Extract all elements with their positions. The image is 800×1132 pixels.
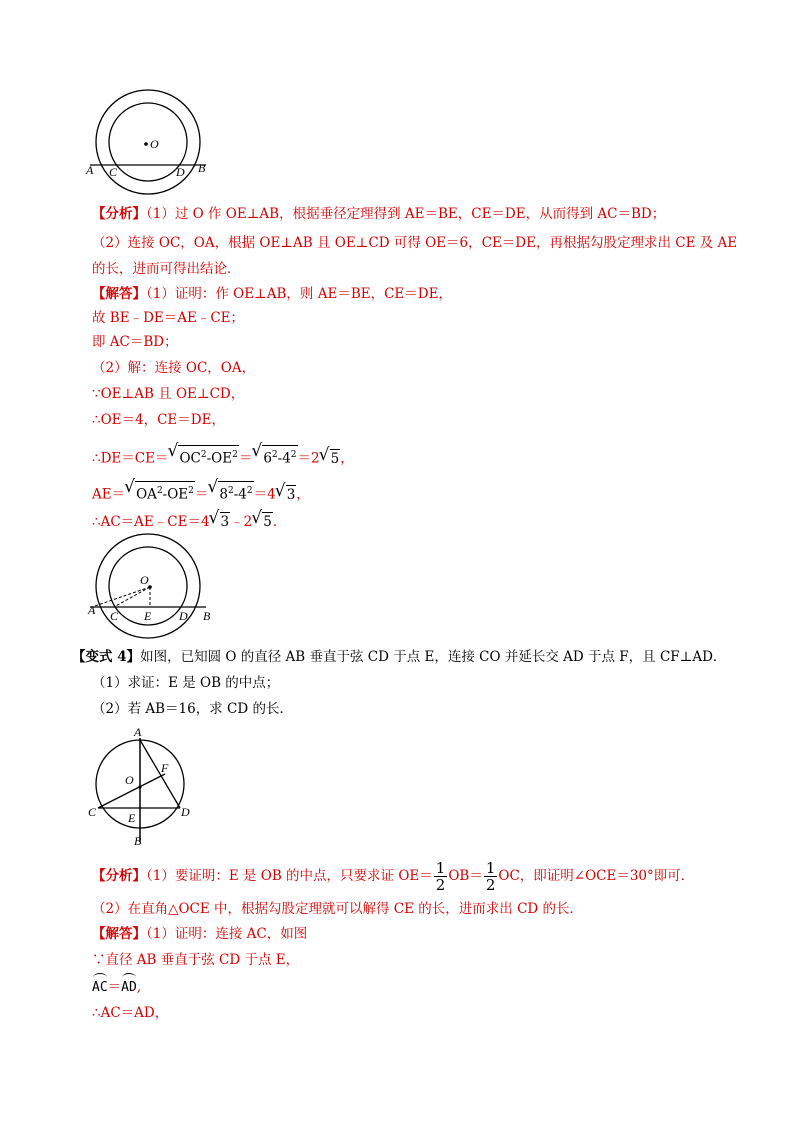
fig3-label-o: O: [125, 773, 134, 787]
figure-concentric-circles-1: [88, 92, 218, 202]
s1-analysis-1: （1）过 O 作 OE⊥AB，根据垂径定理得到 AE＝BE，CE＝DE，从而得到 AC＝BD；: [146, 206, 666, 222]
s3-analysis-line1: [92, 854, 694, 898]
s3-analysis-1a: （1）要证明：E 是 OB 的中点，只要求证 OE＝: [146, 868, 433, 884]
s1-answer-tag: 【解答】: [92, 286, 146, 302]
s1-line8: AE＝√ $OA^2-OE^2=√$ $8^2-4^2=4√$ 3，: [92, 481, 310, 504]
s3-fraction-2: [484, 860, 498, 893]
s1-line4: （2）解：连接 OC，OA，: [92, 360, 256, 376]
fig3-label-c: C: [88, 805, 97, 819]
fig3-label-f: F: [161, 761, 169, 775]
s1-line3: 即 AC＝BD；: [92, 334, 178, 350]
fig2-label-a: A: [88, 603, 96, 617]
s1-line7-res-rad: 5: [330, 450, 340, 467]
s1-line8-radical1: [126, 481, 195, 504]
fig1-label-o: O: [150, 137, 159, 151]
s3-line4: ∴AC＝AD，: [92, 1005, 169, 1021]
s1-line8-prefix: AE＝: [92, 486, 126, 503]
s3-arc-eq: ＝: [107, 979, 122, 995]
s1-analysis-line2: （2）连接 OC，OA，根据 OE⊥AB 且 OE⊥CD 可得 OE＝6，CE＝DE，再根据勾股定理求出 CE 及 AE: [92, 235, 738, 251]
s3-answer-1: （1）证明：连接 AC，如图: [146, 926, 308, 942]
fig2-label-d: D: [179, 609, 188, 623]
figure-concentric-circles-2: [88, 536, 223, 636]
s1-sup: 2: [290, 450, 297, 460]
s1-line7: ∴DE＝CE＝√ $OC^2-OE^2=√$ $6^2-4^2=2√$ 5，: [92, 445, 354, 468]
s1-sup: 2: [232, 450, 238, 460]
s1-sup: 2: [156, 486, 163, 496]
s3-arc-ad: AD: [121, 980, 137, 995]
s3-line2: ∵直径 AB 垂直于弦 CD 于点 E，: [92, 952, 300, 968]
fig3-label-e: E: [128, 811, 136, 825]
s1-line7-r1: OC: [179, 450, 201, 467]
fig3-label-a: A: [134, 725, 142, 739]
s1-line9: ∴AC＝AE﹣CE＝4√ 3﹣2√ 5．: [92, 512, 286, 531]
s1-line9-radical1: [211, 512, 231, 531]
s1-analysis-tag: 【分析】: [92, 206, 146, 222]
s1-line7-radical2: [253, 445, 297, 468]
s3-arc-ac: AC: [92, 980, 108, 995]
s1-line7-r4: -4: [277, 450, 291, 467]
s1-sup: 2: [271, 450, 278, 460]
fig2-label-o: O: [140, 573, 149, 587]
s1-analysis-line1: [92, 205, 665, 223]
s1-line7-radical3: [321, 449, 341, 468]
s1-line9-mid: ﹣2: [230, 514, 253, 530]
s1-line8-r4: -4: [233, 486, 247, 503]
s1-line7-prefix: ∴DE＝CE＝: [92, 450, 169, 467]
s1-line7-r2: -OE: [206, 450, 233, 467]
s1-line9-r1: 3: [220, 514, 230, 530]
s3-line3: [92, 978, 141, 997]
fig2-label-b: B: [203, 609, 211, 623]
fig2-label-e: E: [144, 609, 152, 623]
fig3-label-d: D: [181, 805, 190, 819]
s1-line7-r3: 6: [263, 450, 272, 467]
s1-line8-radical2: [209, 481, 253, 504]
s1-line8-res: 4: [267, 486, 276, 503]
s1-sup: 2: [227, 486, 234, 496]
fig1-label-a: A: [86, 163, 94, 177]
s1-line8-r2: -OE: [162, 486, 189, 503]
s1-line8-r3: 8: [219, 486, 228, 503]
fig1-label-b: B: [198, 161, 206, 175]
s3-answer-line1: [92, 925, 307, 943]
s3-fraction-1: [434, 860, 448, 893]
fig3-label-b: B: [134, 834, 142, 848]
s1-line8-radical3: [277, 485, 297, 504]
fig1-label-d: D: [176, 165, 185, 179]
s2-problem-line: [72, 648, 726, 666]
s1-line8-res-rad: 3: [286, 486, 296, 503]
s1-sup: 2: [200, 450, 207, 460]
s1-line6: ∴OE＝4，CE＝DE，: [92, 412, 225, 428]
s2-problem: 如图，已知圆 O 的直径 AB 垂直于弦 CD 于点 E，连接 CO 并延长交 AD 于点 F，且 CF⊥AD．: [140, 649, 727, 665]
s3-frac-den: 2: [485, 876, 496, 894]
s1-line9-r2: 5: [263, 514, 272, 530]
s3-analysis-1b: OB＝: [448, 868, 483, 884]
s3-analysis-tag: 【分析】: [92, 868, 146, 884]
s1-analysis-line3: 的长，进而可得出结论．: [92, 261, 241, 277]
s1-line5: ∵OE⊥AB 且 OE⊥CD，: [92, 386, 245, 402]
s1-line9-radical2: [253, 512, 273, 531]
s3-arc-tail: ,: [136, 979, 142, 995]
s1-line7-res: 2: [311, 450, 320, 467]
figure-circle-diameter-chord: [88, 724, 198, 846]
s2-variant-tag: 【变式 4】: [72, 649, 141, 665]
s3-answer-tag: 【解答】: [92, 926, 146, 942]
s1-line9-prefix: ∴AC＝AE﹣CE＝4: [92, 514, 210, 530]
s2-q2: （2）若 AB＝16，求 CD 的长．: [92, 701, 293, 717]
s1-line8-r1: OA: [136, 486, 157, 503]
s3-frac-den: 2: [435, 876, 446, 894]
s3-frac-num: 1: [435, 859, 446, 877]
s1-line7-radical1: [169, 445, 238, 468]
s1-line2: 故 BE﹣DE＝AE﹣CE；: [92, 310, 245, 326]
s1-sup: 2: [246, 486, 253, 496]
s1-answer-1: （1）证明：作 OE⊥AB，则 AE＝BE，CE＝DE，: [146, 286, 452, 302]
s1-sup: 2: [188, 486, 194, 496]
s3-analysis-line2: （2）在直角△OCE 中，根据勾股定理就可以解得 CE 的长，进而求出 CD 的长．: [92, 901, 584, 917]
s3-analysis-1c: OC，即证明∠OCE＝30°即可．: [498, 868, 695, 884]
fig2-label-c: C: [110, 609, 119, 623]
fig1-label-c: C: [109, 165, 118, 179]
s1-answer-line1: [92, 285, 452, 303]
s2-q1: （1）求证：E 是 OB 的中点；: [92, 675, 280, 691]
s3-frac-num: 1: [485, 859, 496, 877]
